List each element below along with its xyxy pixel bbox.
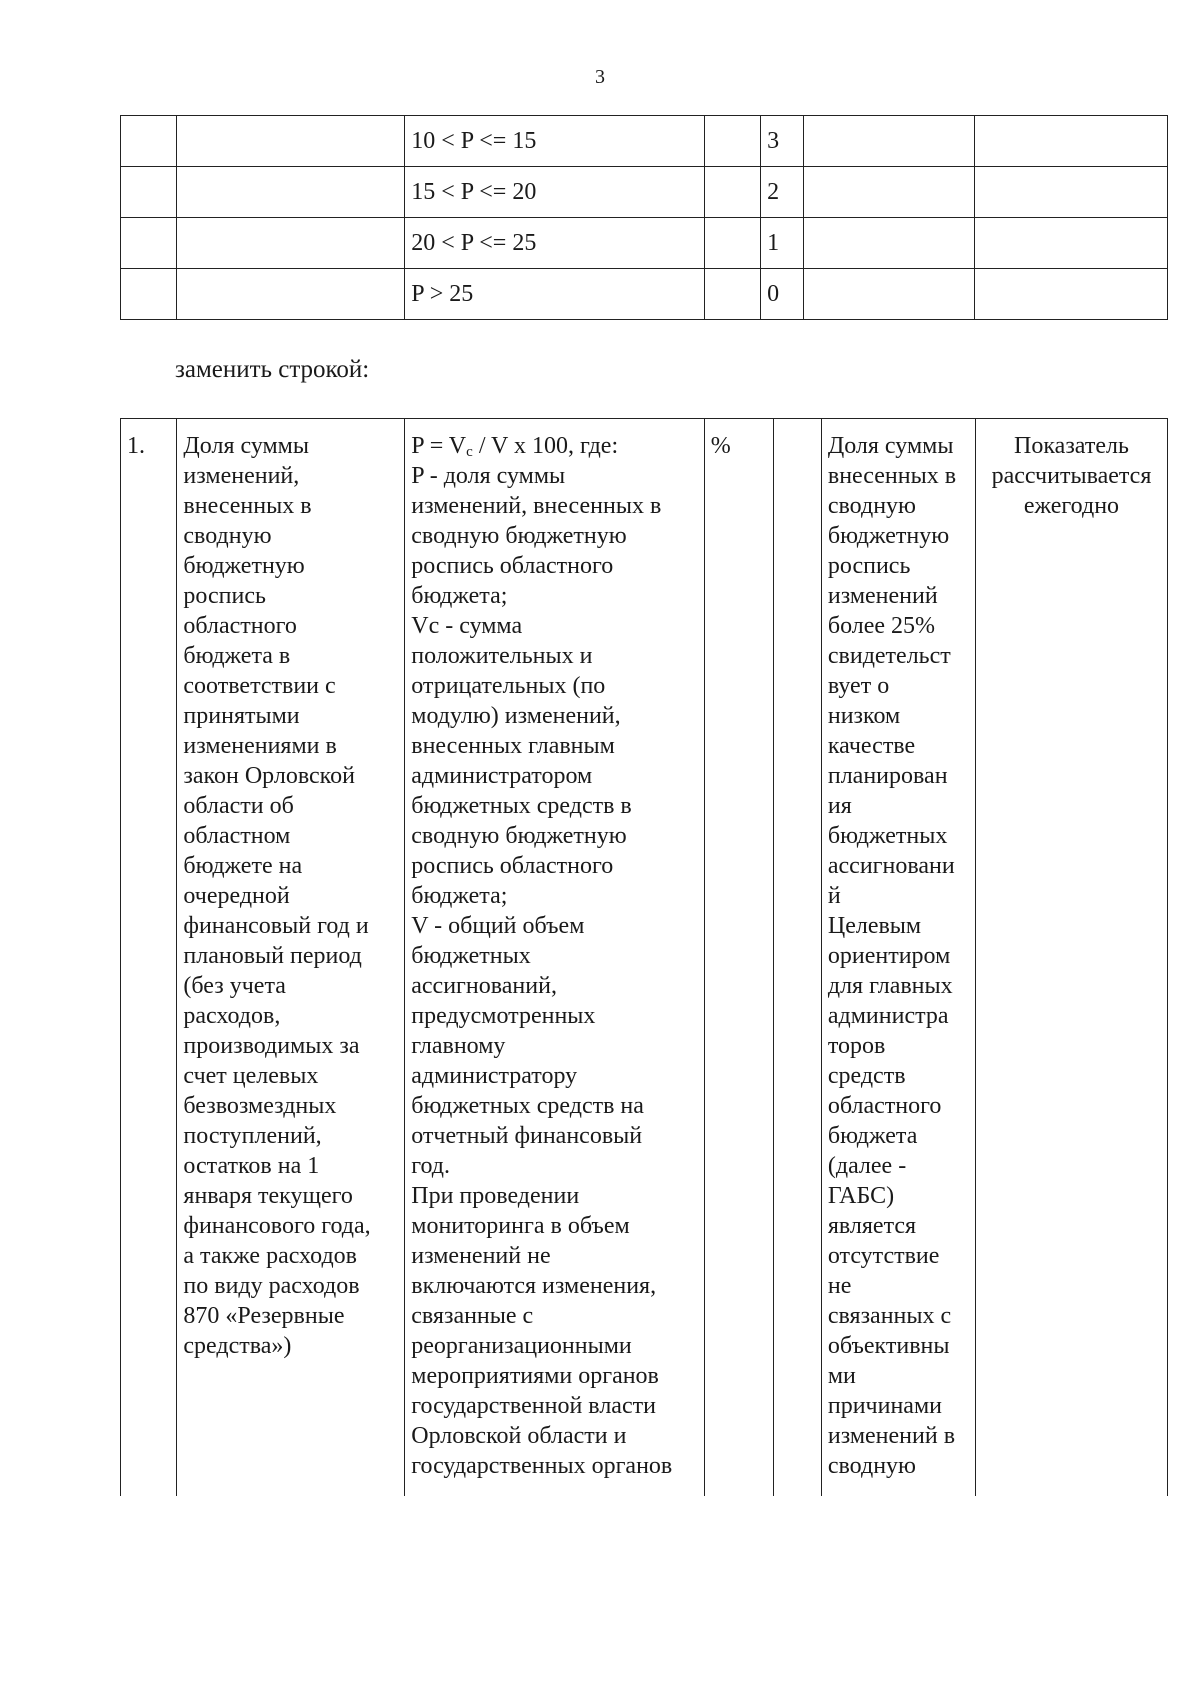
score-cell: 0 [761,269,804,320]
empty-cell [704,167,760,218]
page-number: 3 [595,66,605,88]
empty-cell [974,269,1167,320]
comment-cell: Доля суммы внесенных в сводную бюджетную роспись изменений более 25% свидетельст вует о низком качестве планирован ия бюджетных ассигновани й Целевым ориентиром для главных администра торов средств областного бюджета (далее - ГАБС) является отсутствие не связанных с объективны ми причинами изменений в сводную [821,419,975,1497]
empty-cell [974,218,1167,269]
empty-cell [177,167,405,218]
formula-p: P = V [411,433,467,459]
score-cell: 2 [761,167,804,218]
empty-cell [774,419,822,1497]
formula-rest: / V x 100, где: [472,433,619,459]
row-number-cell: 1. [121,419,177,1497]
unit-cell: % [704,419,773,1497]
table-row [121,218,1168,269]
empty-cell [177,116,405,167]
empty-cell [804,218,974,269]
formula-cell [405,419,704,1497]
indicator-name-cell: Доля суммы изменений, внесенных в сводную бюджетную роспись областного бюджета в соответствии с принятыми изменениями в закон Орловской области об областном бюджете на очередной финансовый год и плановый период (без учета расходов, производимых за счет целевых безвозмездных поступлений, остатков на 1 января текущего финансового года, а также расходов по виду расходов 870 «Резервные средства») [177,419,405,1497]
empty-cell [704,116,760,167]
empty-cell [804,116,974,167]
condition-cell: 15 < P <= 20 [405,167,704,218]
empty-cell [121,269,177,320]
empty-cell [804,269,974,320]
table-row [121,167,1168,218]
empty-cell [121,218,177,269]
note-cell: Показатель рассчитывается ежегодно [975,419,1167,1497]
empty-cell [121,167,177,218]
formula-subscript: c [466,444,473,460]
replace-label: заменить строкой: [175,356,370,383]
table-row [121,419,1168,1497]
formula-description: P - доля суммы изменений, внесенных в сводную бюджетную роспись областного бюджета; Vc - сумма положительных и отрицательных (по модулю) изменений, внесенных главным администратором бюджетных средств в сводную бюджетную роспись областного бюджета; V - общий объем бюджетных ассигнований, предусмотренных главному администратору бюджетных средств на отчетный финансовый год. При проведении мониторинга в объем изменений не включаются изменения, связанные с реорганизационными мероприятиями органов государственной власти Орловской области и государственных органов [411,463,673,1479]
empty-cell [974,116,1167,167]
empty-cell [121,116,177,167]
condition-cell: 20 < P <= 25 [405,218,704,269]
table-row [121,116,1168,167]
condition-cell: 10 < P <= 15 [405,116,704,167]
table-row [121,269,1168,320]
empty-cell [804,167,974,218]
condition-cell: P > 25 [405,269,704,320]
empty-cell [177,218,405,269]
score-cell: 3 [761,116,804,167]
score-cell: 1 [761,218,804,269]
empty-cell [177,269,405,320]
empty-cell [704,269,760,320]
empty-cell [704,218,760,269]
criteria-table [120,115,1168,320]
indicator-table [120,418,1168,1496]
empty-cell [974,167,1167,218]
